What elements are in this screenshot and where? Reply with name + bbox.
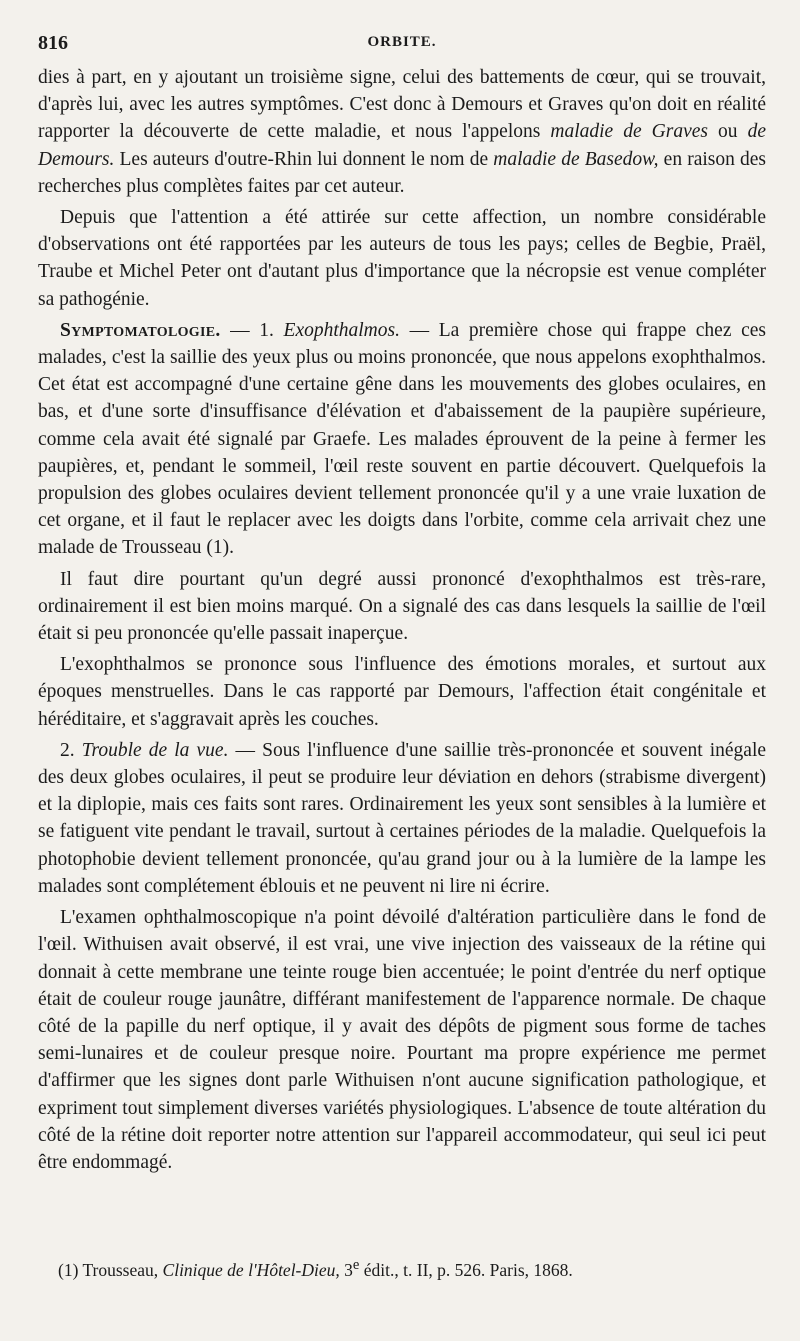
paragraph-1-text-2: ou: [708, 121, 748, 143]
subsection-title-exophthalmos: Exophthalmos.: [283, 319, 400, 341]
page-body: [38, 64, 766, 1176]
subsection-title-trouble-vue: Trouble de la vue.: [81, 739, 229, 761]
footnote-edition: 3: [339, 1259, 353, 1280]
footnote-edition-sup: e: [352, 1257, 360, 1273]
paragraph-1: [38, 64, 766, 200]
paragraph-1-text-3: Les auteurs d'outre-Rhin lui donnent le nom de: [114, 148, 494, 170]
paragraph-1-italic-1: maladie de Graves: [550, 121, 708, 143]
paragraph-1-text-4: en raison des recherches plus complètes faites par cet auteur.: [38, 148, 766, 197]
paragraph-1-italic-2: de Demours.: [38, 121, 766, 170]
paragraph-3-text: — La première chose qui frappe chez ces malades, c'est la saillie des yeux plus ou moins prononcée, que nous appelons exophthalmos. Cet état est accompagné d'une certaine gêne dans les mouvements des globes oculaires, en bas, et d'une sorte d'insuffisance d'élévation et d'abaissement de la paupière supérieure, comme cela avait été signalé par Graefe. Les malades éprouvent de la peine à fermer les paupières, et, pendant le sommeil, l'œil reste souvent en partie découvert. Quelquefois la propulsion des globes oculaires devient tellement prononcée qu'il y a une vraie luxation de cet organe, et il faut le replacer avec les doigts dans l'orbite, comme cela arrivait chez une malade de Trousseau (1).: [38, 319, 766, 559]
footnote-title: Clinique de l'Hôtel-Dieu,: [162, 1259, 340, 1280]
running-head: ORBITE.: [367, 34, 437, 50]
footnote-rest: édit., t. II, p. 526. Paris, 1868.: [359, 1259, 573, 1280]
paragraph-3: [38, 317, 766, 562]
paragraph-6-text: — Sous l'influence d'une saillie très-prononcée et souvent inégale des deux globes oculaires, il peut se produire leur déviation en dehors (strabisme divergent) et la diplopie, mais ces faits sont rares. Ordinairement les yeux sont sensibles à la lumière et se fatiguent vite pendant le travail, surtout à certaines périodes de la maladie. Quelquefois la photophobie devient tellement prononcée, qu'au grand jour ou à la lumière de la lampe les malades sont complétement éblouis et ne peuvent ni lire ni écrire.: [38, 739, 767, 897]
paragraph-6: [38, 737, 766, 900]
footnote-marker: (1) Trousseau,: [58, 1259, 163, 1280]
subsection-number: 2.: [60, 739, 82, 761]
paragraph-4: Il faut dire pourtant qu'un degré aussi prononcé d'exophthalmos est très-rare, ordinairement il est bien moins marqué. On a signalé des cas dans lesquels la saillie de l'œil était si peu prononcée qu'elle passait inaperçue.: [38, 568, 766, 645]
footnote: [38, 1257, 766, 1281]
paragraph-5: L'exophthalmos se prononce sous l'influence des émotions morales, et surtout aux époques menstruelles. Dans le cas rapporté par Demours, l'affection était congénitale et héréditaire, et s'aggravait après les couches.: [38, 654, 766, 730]
paragraph-7: L'examen ophthalmoscopique n'a point dévoilé d'altération particulière dans le fond de l'œil. Withuisen avait observé, il est vrai, une vive injection des vaisseaux de la rétine qui donnait à cette membrane une teinte rouge bien accentuée; le point d'entrée du nerf optique était de couleur rouge jaunâtre, différant manifestement de l'apparence normale. De chaque côté de la papille du nerf optique, il y avait des dépôts de pigment sous forme de taches semi-lunaires et de couleur presque noire. Pourtant ma propre expérience me permet d'affirmer que les signes dont parle Withuisen n'ont aucune signification pathologique, et expriment tout simplement diverses variétés physiologiques. L'absence de toute altération du côté de la rétine doit reporter notre attention sur l'appareil accommodateur, qui seul ici peut être endommagé.: [38, 907, 766, 1173]
paragraph-2: Depuis que l'attention a été attirée sur cette affection, un nombre considérable d'observations ont été rapportées par les auteurs de tous les pays; celles de Begbie, Praël, Traube et Michel Peter ont d'autant plus d'importance que la nécropsie est venue compléter sa pathogénie.: [38, 207, 766, 310]
page-header: [38, 28, 766, 64]
paragraph-1-text: dies à part, en y ajoutant un troisième signe, celui des battements de cœur, qui se trouvait, d'après lui, avec les autres symptômes. C'est donc à Demours et Graves qu'on doit en réalité rapporter la découverte de cette maladie, et nous l'appelons: [38, 67, 766, 143]
section-number: — 1.: [220, 319, 284, 341]
page-number: 816: [38, 32, 68, 54]
section-heading: Symptomatologie.: [60, 319, 221, 341]
paragraph-1-italic-3: maladie de Basedow,: [493, 148, 659, 170]
